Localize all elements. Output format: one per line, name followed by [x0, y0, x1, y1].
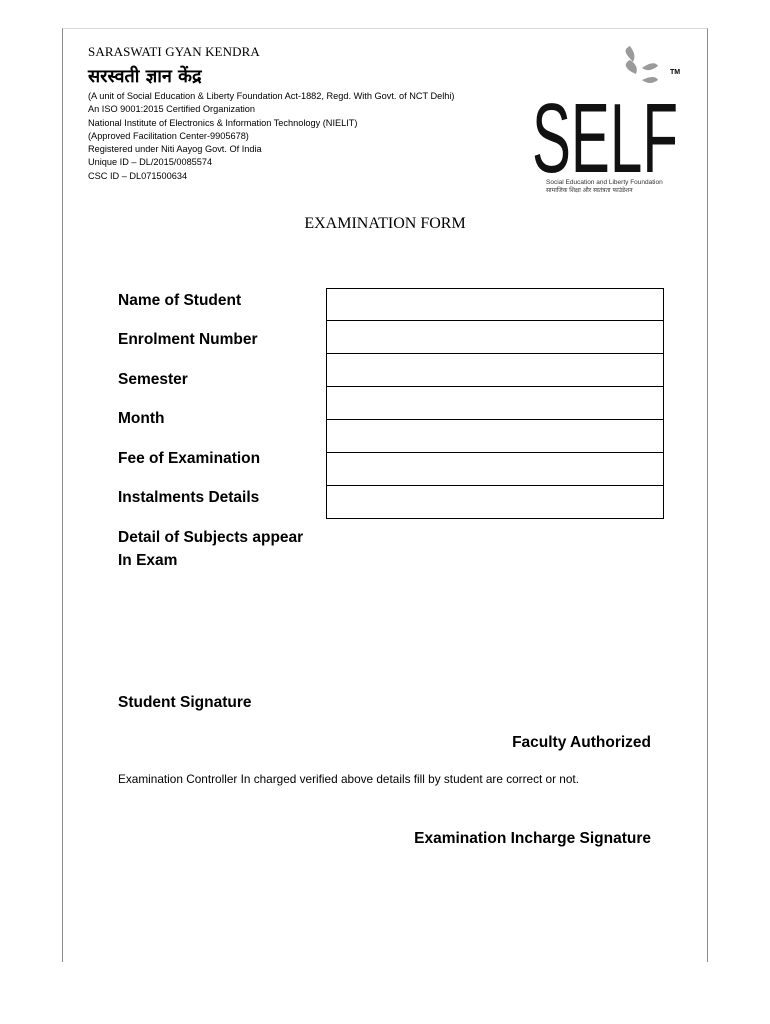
- name-field[interactable]: [326, 288, 664, 321]
- org-detail-line: CSC ID – DL071500634: [88, 170, 188, 181]
- org-name: SARASWATI GYAN KENDRA: [88, 44, 260, 59]
- label-fee-of-examination: Fee of Examination: [118, 450, 261, 467]
- self-logo: [530, 44, 690, 194]
- label-subjects-line1: Detail of Subjects appear: [118, 529, 304, 546]
- enrolment-field[interactable]: [326, 320, 664, 354]
- label-month: Month: [118, 410, 165, 427]
- label-subjects-line2: In Exam: [118, 552, 178, 569]
- logo-caption-hindi: सामाजिक शिक्षा और स्वतंत्रता फाउंडेशन: [546, 187, 633, 194]
- form-title: EXAMINATION FORM: [304, 215, 466, 232]
- logo-caption: Social Education and Liberty Foundation: [546, 179, 663, 186]
- org-detail-line: Registered under Niti Aayog Govt. Of India: [88, 144, 262, 155]
- faculty-authorized-label: Faculty Authorized: [512, 734, 651, 751]
- incharge-signature-label: Examination Incharge Signature: [414, 830, 651, 847]
- org-details: [88, 90, 455, 183]
- semester-field[interactable]: [326, 353, 664, 387]
- org-name-hindi: सरस्वती ज्ञान केंद्र: [88, 66, 202, 87]
- org-detail-line: (Approved Facilitation Center-9905678): [88, 130, 249, 141]
- logo-tm: TM: [670, 69, 681, 76]
- student-signature-label: Student Signature: [118, 694, 252, 711]
- org-detail-line: National Institute of Electronics & Information Technology (NIELIT): [88, 117, 358, 128]
- label-enrolment-number: Enrolment Number: [118, 331, 258, 348]
- logo-text: SELF: [532, 83, 678, 193]
- fee-field[interactable]: [326, 419, 664, 453]
- subjects-field[interactable]: [326, 485, 664, 519]
- leaf-icon: [626, 46, 658, 83]
- label-semester: Semester: [118, 371, 188, 388]
- label-name-of-student: Name of Student: [118, 292, 242, 309]
- label-instalments-details: Instalments Details: [118, 489, 260, 506]
- verification-note: Examination Controller In charged verified above details fill by student are correct or not.: [118, 772, 579, 786]
- org-detail-line: An ISO 9001:2015 Certified Organization: [88, 104, 256, 115]
- org-detail-line: Unique ID – DL/2015/0085574: [88, 157, 213, 168]
- instalments-field[interactable]: [326, 452, 664, 486]
- month-field[interactable]: [326, 386, 664, 420]
- org-detail-line: (A unit of Social Education & Liberty Foundation Act-1882, Regd. With Govt. of NCT Delhi): [88, 91, 455, 101]
